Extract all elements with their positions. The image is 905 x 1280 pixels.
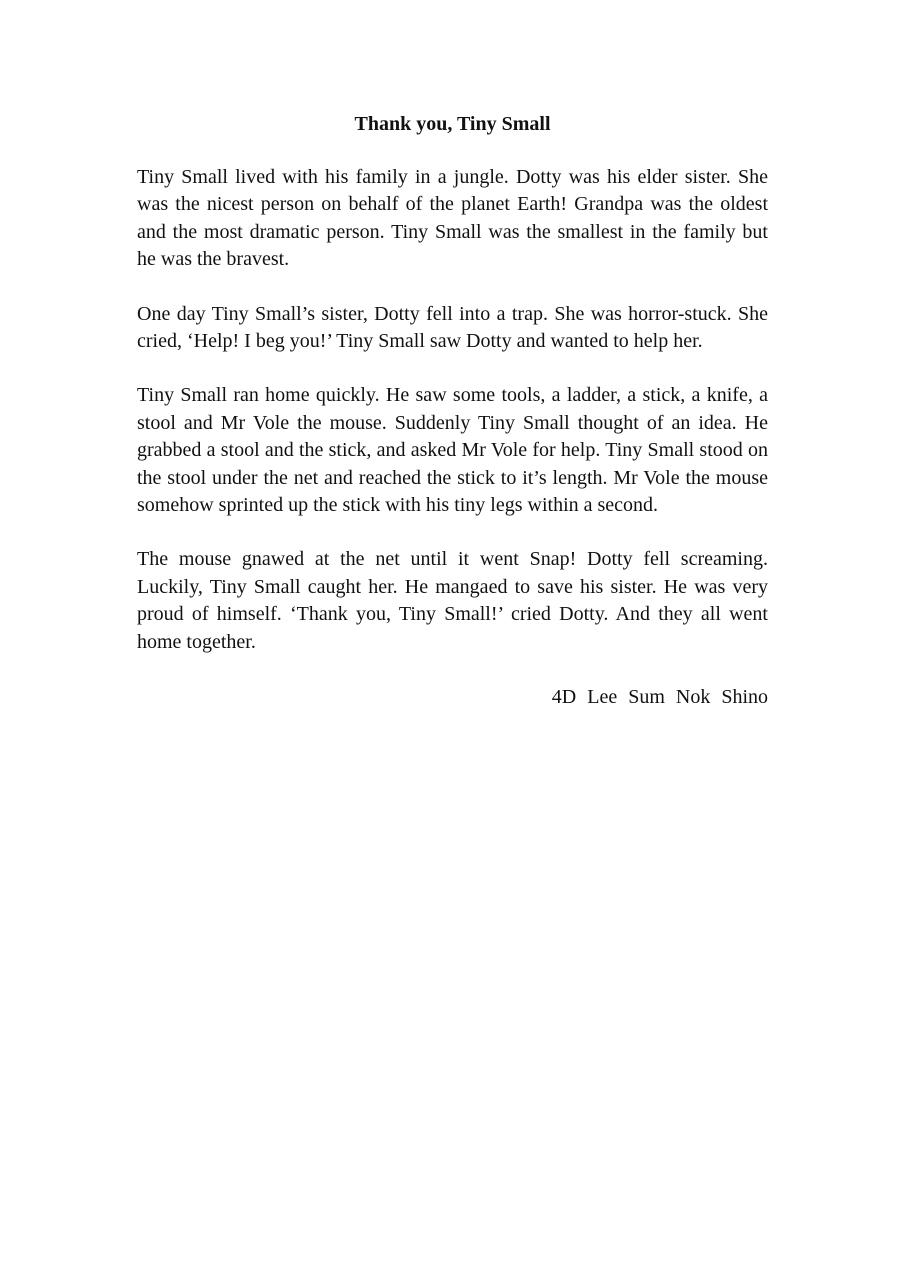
- paragraph-2: One day Tiny Small’s sister, Dotty fell into a trap. She was horror-stuck. She cried, ‘Help! I beg you!’ Tiny Small saw Dotty and wanted to help her.: [137, 302, 768, 353]
- paragraph-1: Tiny Small lived with his family in a jungle. Dotty was his elder sister. She was the nicest person on behalf of the planet Earth! Grandpa was the oldest and the most dramatic person. Tiny Small was the smallest in the family but he was the bravest.: [137, 166, 768, 271]
- paragraph-3: Tiny Small ran home quickly. He saw some tools, a ladder, a stick, a knife, a stool and Mr Vole the mouse. Suddenly Tiny Small thought of an idea. He grabbed a stool and the stick, and asked Mr Vole for help. Tiny Small stood on the stool under the net and reached the stick to it’s length. Mr Vole the mouse somehow sprinted up the stick with his tiny legs within a second.: [137, 384, 768, 517]
- author-byline: 4D Lee Sum Nok Shino: [551, 686, 768, 709]
- story-title: Thank you, Tiny Small: [354, 113, 551, 135]
- story-body: [137, 110, 768, 711]
- paragraph-4: The mouse gnawed at the net until it went Snap! Dotty fell screaming. Luckily, Tiny Small caught her. He mangaed to save his sister. He was very proud of himself. ‘Thank you, Tiny Small!’ cried Dotty. And they all went home together.: [137, 548, 768, 653]
